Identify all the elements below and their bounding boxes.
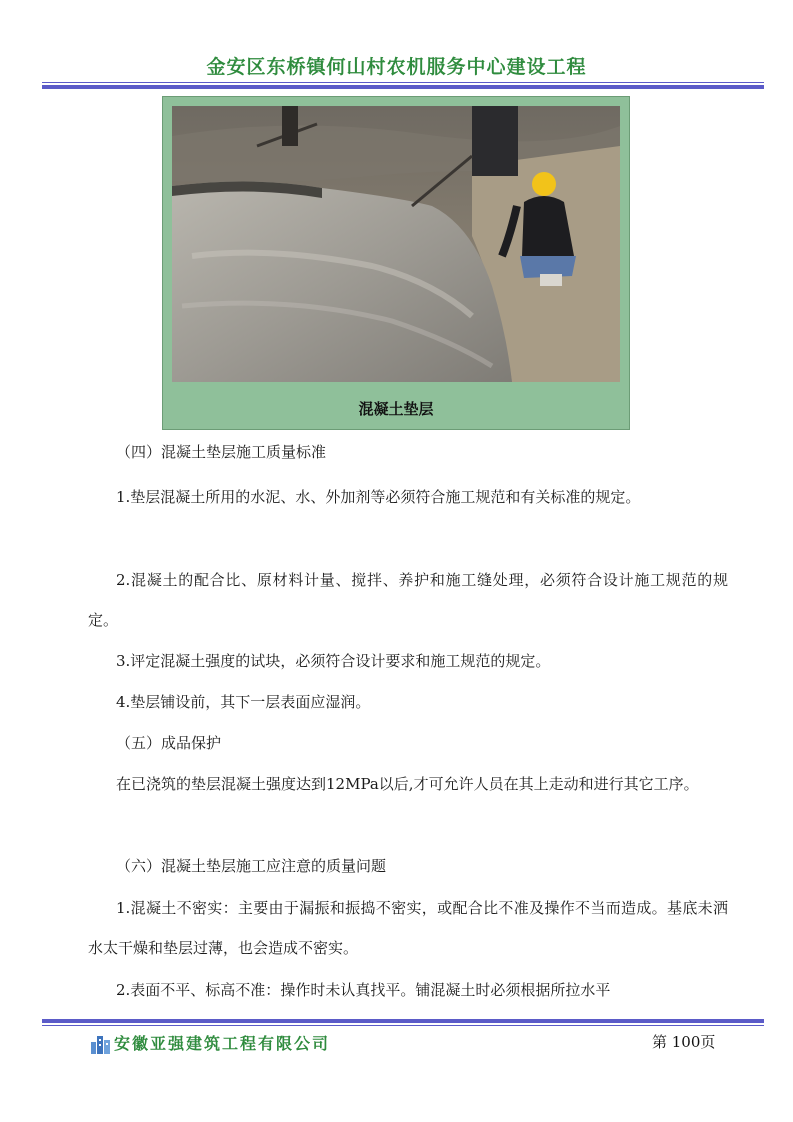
- paragraph-product-protection: 在已浇筑的垫层混凝土强度达到12MPa以后,才可允许人员在其上走动和进行其它工序。: [116, 775, 699, 793]
- photo-caption: 混凝土垫层: [358, 400, 434, 418]
- footer-company-name: 安徽亚强建筑工程有限公司: [114, 1034, 331, 1053]
- paragraph-quality-issue-2: 2.表面不平、标高不准：操作时未认真找平。铺混凝土时必须根据所拉水平: [116, 981, 611, 999]
- footer-rule-thick: [42, 1019, 764, 1023]
- header-rule-thin: [42, 82, 764, 83]
- paragraph-item-3: 3.评定混凝土强度的试块，必须符合设计要求和施工规范的规定。: [116, 652, 551, 670]
- building-logo-icon: [90, 1034, 112, 1058]
- concrete-cushion-photo: [172, 106, 620, 382]
- header-rule-thick: [42, 85, 764, 89]
- section-heading-6: （六）混凝土垫层施工应注意的质量问题: [116, 857, 387, 875]
- section-heading-4: （四）混凝土垫层施工质量标准: [116, 443, 327, 461]
- section-heading-5: （五）成品保护: [116, 734, 222, 752]
- paragraph-item-4: 4.垫层铺设前，其下一层表面应湿润。: [116, 693, 371, 711]
- document-header-title: 金安区东桥镇何山村农机服务中心建设工程: [206, 56, 587, 78]
- paragraph-quality-issue-1: 1.混凝土不密实：主要由于漏振和振捣不密实，或配合比不准及操作不当而造成。基底未洒水太干燥和垫层过薄，也会造成不密实。: [88, 899, 728, 957]
- footer-page-number: 第 100页: [652, 1033, 716, 1051]
- paragraph-item-1: 1.垫层混凝土所用的水泥、水、外加剂等必须符合施工规范和有关标准的规定。: [116, 488, 641, 506]
- footer-rule-thin: [42, 1025, 764, 1026]
- paragraph-item-2: 2.混凝土的配合比、原材料计量、搅拌、养护和施工缝处理，必须符合设计施工规范的规定。: [88, 571, 728, 629]
- photo-figure: [162, 96, 630, 430]
